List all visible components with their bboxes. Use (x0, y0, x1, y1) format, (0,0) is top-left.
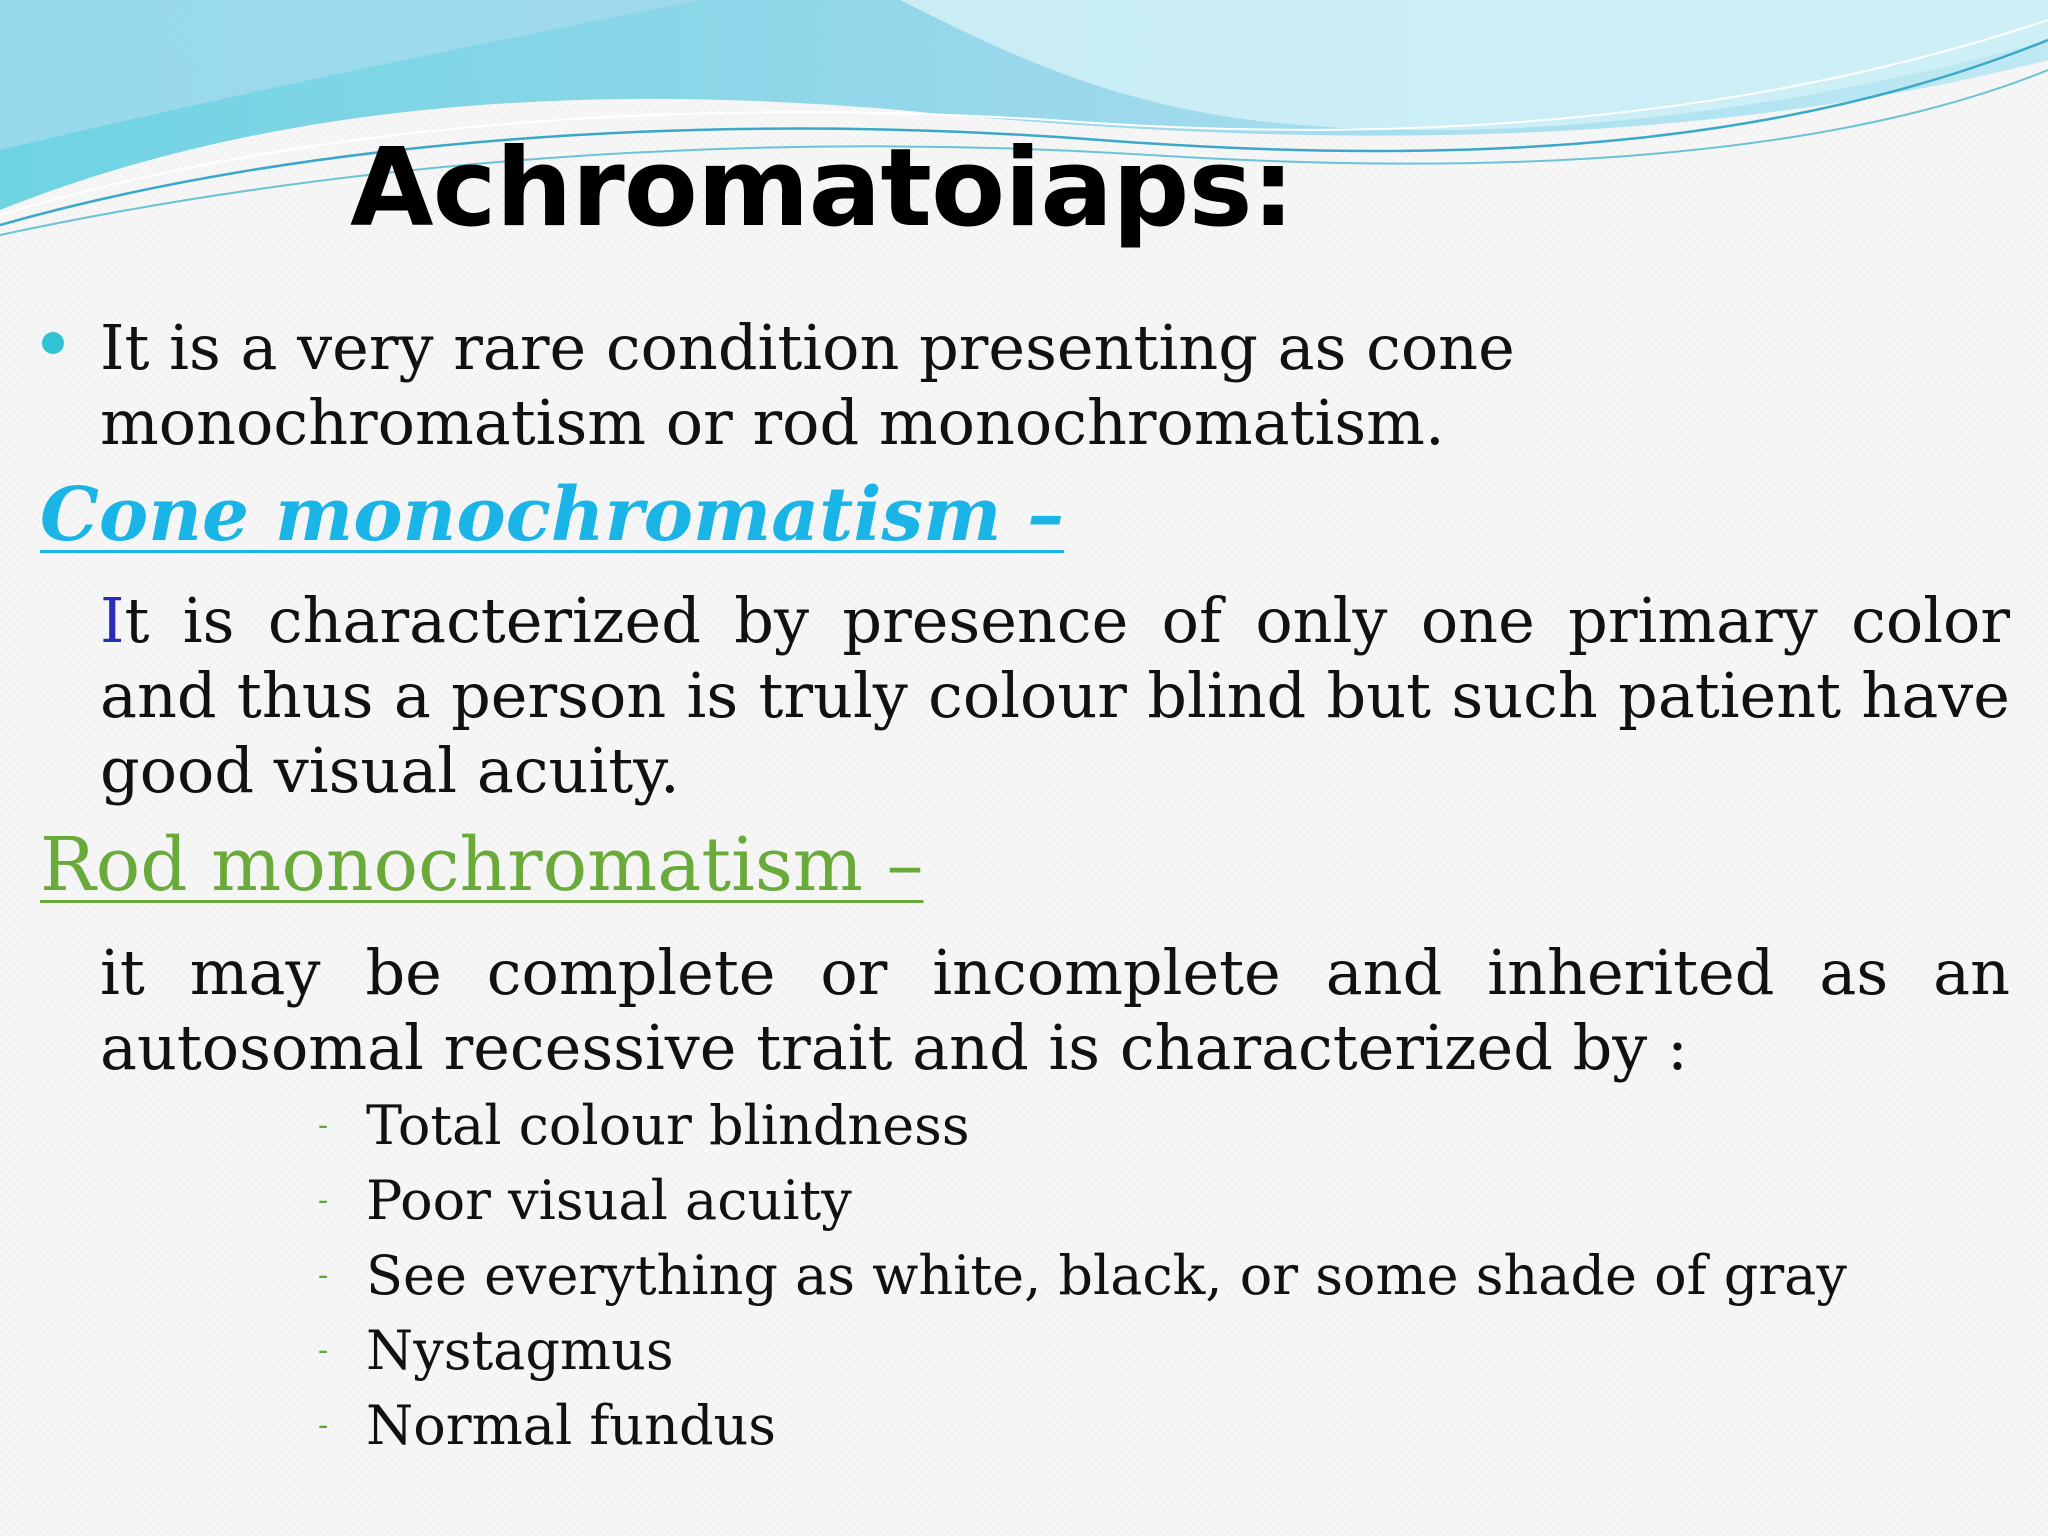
intro-paragraph: It is a very rare condition presenting as cone monochromatism or rod monochromatism. (100, 311, 1515, 459)
rod-symptom-list (318, 1088, 1847, 1463)
dash-marker-icon: - (318, 1258, 329, 1293)
list-item-text: Total colour blindness (366, 1094, 970, 1157)
cone-description-text: t is characterized by presence of only one primary color and thus a person is truly colour blind but such patient have good visual acuity. (100, 584, 2010, 807)
list-item-text: Nystagmus (366, 1319, 674, 1382)
list-item-text: Poor visual acuity (366, 1169, 852, 1232)
list-item (318, 1163, 1847, 1238)
cone-monochromatism-heading: Cone monochromatism – (40, 472, 1065, 558)
bullet-dot-icon (42, 332, 64, 354)
rod-monochromatism-heading: Rod monochromatism – (40, 822, 924, 908)
cone-description (100, 583, 2010, 808)
dash-marker-icon: - (318, 1183, 329, 1218)
list-item (318, 1238, 1847, 1313)
dash-marker-icon: - (318, 1108, 329, 1143)
cone-description-first-letter: I (100, 584, 125, 657)
slide-title: Achromatoiaps: (350, 126, 1294, 251)
rod-description: it may be complete or incomplete and inherited as an autosomal recessive trait and is characterized by : (100, 936, 2010, 1084)
dash-marker-icon: - (318, 1333, 329, 1368)
list-item (318, 1088, 1847, 1163)
dash-marker-icon: - (318, 1408, 329, 1443)
list-item-text: Normal fundus (366, 1394, 777, 1457)
list-item (318, 1388, 1847, 1463)
list-item-text: See everything as white, black, or some shade of gray (366, 1244, 1847, 1307)
list-item (318, 1313, 1847, 1388)
